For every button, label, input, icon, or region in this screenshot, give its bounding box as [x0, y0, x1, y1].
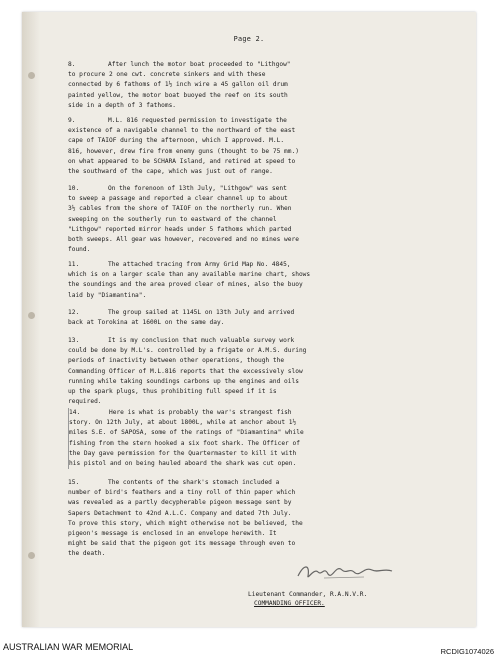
paragraph-number: 15. [68, 479, 80, 486]
paragraph-line: connected by 6 fathoms of 1½ inch wire a 45 gallon oil drum [68, 81, 288, 89]
archive-name: AUSTRALIAN WAR MEMORIAL [3, 642, 134, 652]
paragraph-line [68, 60, 472, 70]
paragraph-line: To prove this story, which might otherwise not be believed, the [68, 519, 303, 527]
paragraph-line: painted yellow, the motor boat buoyed the reef on its south [68, 91, 288, 99]
paragraph-line: on what appeared to be SCHARA Island, and retired at speed to [68, 157, 296, 165]
paragraph-line: 816, however, drew fire from enemy guns (thought to be 75 mm.) [68, 147, 299, 155]
paragraph-line: cape of TAIOF during the afternoon, which I approved. M.L. [68, 137, 285, 145]
paragraph-line: required. [68, 398, 102, 406]
paragraph-line: the Day gave permission for the Quartermaster to kill it with [69, 449, 297, 457]
paragraph-line: both sweeps. All gear was however, recovered and no mines were [68, 236, 299, 244]
handwritten-signature [294, 558, 404, 584]
paragraph-line [68, 184, 472, 194]
signature-block [248, 590, 448, 608]
paragraph [68, 184, 472, 255]
paragraph-line: pigeon's message is enclosed in an envelope herewith. It [68, 530, 277, 538]
archive-footer [0, 630, 498, 666]
paragraph-line: could be done by M.L's. controlled by a frigate or A.M.S. during [68, 347, 307, 355]
paragraph-text: The contents of the shark's stomach included a [108, 479, 280, 486]
paragraph-line: "Lithgow" reported mirror heads under 5 fathoms which parted [68, 225, 292, 233]
paragraph-line [68, 260, 472, 270]
paragraph-line: to sweep a passage and reported a clear channel up to about [68, 195, 288, 203]
paragraph-line [68, 336, 472, 346]
paragraph-number: 10. [68, 185, 80, 192]
paragraph-line: back at Torokina at 1600L on the same day. [68, 319, 225, 327]
paragraph-line: number of bird's feathers and a tiny roll of thin paper which [68, 489, 296, 497]
signatory-rank: Lieutenant Commander, R.A.N.V.R. [248, 591, 368, 598]
paragraph [68, 336, 472, 407]
paragraph-line [68, 478, 472, 488]
paragraph-line: 3½ cables from the shore of TAIOF on the northerly run. When [68, 205, 292, 213]
paragraph-number: 13. [68, 337, 80, 344]
paragraph-number: 14. [69, 409, 81, 416]
punch-hole [28, 552, 35, 559]
paragraph-line: might be said that the pigeon got its message through even to [68, 540, 296, 548]
paragraph-line: his pistol and on being hauled aboard the shark was cut open. [69, 460, 297, 468]
paragraph-line: running while taking soundings carbons up the engines and oils [68, 377, 299, 385]
paragraph-line: story. On 12th July, at about 1800L, while at anchor about 1½ [69, 419, 297, 427]
paragraph-line: side in a depth of 3 fathoms. [68, 101, 177, 109]
paragraph-line: fishing from the stern hooked a six foot shark. The Officer of [69, 439, 300, 447]
paragraph-line: periods of inactivity between other operations, though the [68, 357, 285, 365]
paragraph-line: up the spark plugs, thus prohibiting full speed if it is [68, 388, 277, 396]
paragraph-line: Sapers Detachment to 42nd A.L.C. Company and dated 7th July. [68, 509, 292, 517]
archive-reference: RCDIG1074026 [440, 647, 494, 656]
paragraph-number: 11. [68, 261, 80, 268]
paragraph-line: to procure 2 one cwt. concrete sinkers and with these [68, 71, 266, 79]
paragraph-number: 8. [68, 61, 76, 68]
paragraph-text: The group sailed at 1145L on 13th July and arrived [108, 309, 295, 316]
paragraph-line: sweeping on the southerly run to eastward of the channel [68, 215, 277, 223]
paragraph-text: Here is what is probably the war's strangest fish [109, 409, 292, 416]
paragraph [68, 308, 472, 328]
paragraph-line [69, 408, 473, 418]
paragraph-line [68, 116, 472, 126]
signatory-title: COMMANDING OFFICER. [254, 600, 325, 607]
punch-hole [28, 72, 35, 79]
paragraph-line: Commanding Officer of M.L.816 reports that the excessively slow [68, 367, 303, 375]
paragraph [68, 478, 472, 560]
paragraph [68, 60, 472, 111]
paragraph-text: The attached tracing from Army Grid Map No. 4845, [108, 261, 291, 268]
paragraph-line [68, 308, 472, 318]
paragraph-line: the death. [68, 550, 106, 558]
paragraph [68, 116, 472, 177]
paragraph-text: On the forenoon of 13th July, "Lithgow" was sent [108, 185, 287, 192]
paragraph-line: was revealed as a partly decypherable pigeon message sent by [68, 499, 292, 507]
paragraph-line: miles S.E. of SAPOSA, some of the ratings of "Diamantina" while [69, 429, 304, 437]
paragraph-line: found. [68, 246, 91, 254]
punch-hole [28, 312, 35, 319]
paragraph-line: laid by "Diamantina". [68, 291, 147, 299]
binding-edge [22, 12, 40, 627]
paragraph-text: M.L. 816 requested permission to investigate the [108, 117, 287, 124]
page-number: Page 2. [233, 35, 265, 43]
paragraph [68, 260, 472, 301]
paragraph-text: After lunch the motor boat proceeded to "Lithgow" [108, 61, 291, 68]
paragraph-number: 12. [68, 309, 80, 316]
document-page [22, 12, 476, 627]
paragraph-text: It is my conclusion that much valuable survey work [108, 337, 295, 344]
paragraph-line: the southward of the cape, which was just out of range. [68, 168, 273, 176]
paragraph-line: existence of a navigable channel to the northward of the east [68, 127, 296, 135]
paragraph-line: the soundings and the area proved clear of mines, also the buoy [68, 281, 303, 289]
paragraph [68, 408, 473, 469]
paragraph-number: 9. [68, 117, 76, 124]
paragraph-line: which is on a larger scale than any available marine chart, shows [68, 271, 311, 279]
